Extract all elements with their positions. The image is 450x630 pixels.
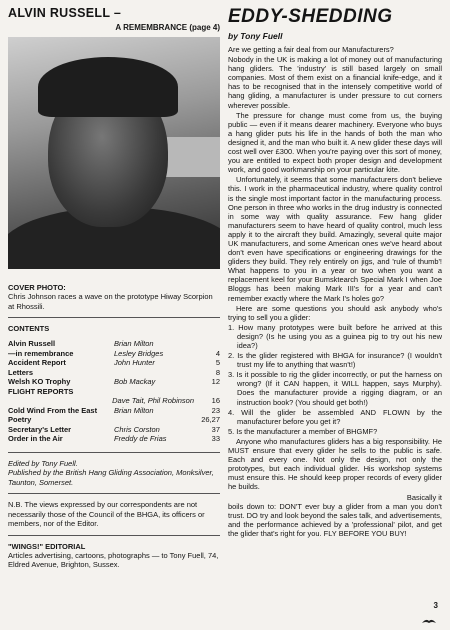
paragraph-lead: Basically it: [406, 492, 442, 502]
page-number: 3: [433, 601, 438, 610]
question-item: 4. Will the glider be assembled AND FLOWN by the manufacturer before you get it?: [228, 407, 442, 426]
contents-row[interactable]: [8, 349, 220, 359]
contents-row[interactable]: [8, 425, 220, 435]
paragraph: Are we getting a fair deal from our Manufacturers?: [228, 45, 394, 54]
contents-row[interactable]: [8, 368, 220, 378]
contents-page: 26,27: [201, 415, 220, 424]
contents-title: Secretary's Letter: [8, 424, 72, 434]
question-item: 5. Is the manufacturer a member of BHGMF?: [228, 426, 378, 436]
article-byline: by Tony Fuell: [228, 31, 283, 41]
contents-author: Chris Corston: [114, 424, 160, 434]
wings-heading: "WINGS!" EDITORIAL: [8, 541, 86, 551]
contents-row[interactable]: [8, 406, 220, 416]
contents-page: 37: [211, 424, 220, 434]
contents-author: Dave Tait, Phil Robinson: [112, 396, 194, 405]
wings-text: Articles advertising, cartoons, photographs — to Tony Fuell, 74, Eldred Avenue, Brighton, Sussex.: [8, 550, 219, 569]
question-item: 1. How many prototypes were built before he arrived at this design? (Is he using you as a guinea pig to try out his new idea?): [228, 322, 442, 350]
question-item: 2. Is the glider registered with BHGA for insurance? (I wouldn't trust my life to anything that wasn't!): [228, 351, 442, 370]
contents-title: Poetry: [8, 415, 32, 424]
contents-author: Bob Mackay: [114, 377, 156, 386]
nb-text: N.B. The views expressed by our correspondents are not necessarily those of the Council of the BHGA, its officers or members, nor of the Editor.: [8, 500, 205, 528]
divider: [8, 317, 220, 318]
contents-author: [114, 368, 198, 378]
edited-line: Edited by Tony Fuell.: [8, 458, 78, 468]
contents-row[interactable]: [8, 396, 220, 406]
contents-title: Accident Report: [8, 358, 66, 367]
contents-title: Letters: [8, 367, 34, 377]
header-subtitle: A REMEMBRANCE (page 4): [115, 23, 220, 32]
question-item: 3. Is it possible to rig the glider incorrectly, or put the harness on wrong? (If it CAN happen, it WILL happen, says Murphy). Does the manufacturer provide a rigging diagram, or an instruction book? (You should get both!): [228, 370, 442, 407]
cover-photo-heading: COVER PHOTO:: [8, 283, 66, 292]
contents-row[interactable]: [8, 377, 220, 387]
contents-title: Alvin Russell: [8, 339, 56, 348]
paragraph: Here are some questions you should ask anybody who's trying to sell you a glider:: [228, 303, 442, 322]
contents-page: 5: [215, 358, 220, 367]
contents-page: 23: [211, 405, 220, 415]
article-title: EDDY-SHEDDING: [228, 6, 393, 27]
contents-title: Order in the Air: [8, 434, 63, 443]
paragraph: Unfortunately, it seems that some manufacturers don't believe this. I work in the pharmaceutical industry, where quality control is the single most important factor in the manufacturing process. One person in three who works in the drug industry is connected in some way with quality assurance. Few hang glider manufacturers seem to have heard of quality control, much less apply it to the aircraft they build. Amazingly, several quite major UK manufacturers, and some American ones we've heard about don't even have specifications or engineering drawings for the gliders they build. They rely entirely on jigs, and 'rule of thumb'! What happens to you in a year or two when you want a replacement keel for your Bumsktearch Special Mark I when Joe Bloggs has been making Mark III's for a year and can't remember exactly where the Mark I's holes go?: [228, 175, 442, 303]
contents-page: 16: [211, 396, 220, 405]
contents-author: Freddy de Frias: [114, 434, 167, 443]
cover-photo-caption: Chris Johnson races a wave on the prototype Hiway Scorpion at Rhossili.: [8, 292, 213, 311]
contents-row[interactable]: [8, 415, 220, 425]
cover-photo: [8, 37, 220, 269]
contents-author: Lesley Bridges: [114, 348, 164, 358]
contents-author: Brian Milton: [114, 405, 154, 415]
flight-reports-heading: FLIGHT REPORTS: [8, 386, 74, 396]
header-title: ALVIN RUSSELL –: [8, 6, 122, 20]
contents-row[interactable]: [8, 339, 220, 349]
contents-title: Welsh KO Trophy: [8, 377, 71, 386]
contents-title: Cold Wind From the East: [8, 405, 98, 415]
left-column: [8, 6, 220, 570]
contents-page: 12: [211, 377, 220, 386]
contents-page: 33: [211, 434, 220, 443]
divider: [8, 535, 220, 536]
divider: [8, 493, 220, 494]
contents-row[interactable]: [8, 358, 220, 368]
contents-page: [198, 339, 220, 349]
photo-cap: [38, 57, 178, 117]
contents-author: Brian Milton: [114, 339, 154, 348]
contents-author: John Hunter: [114, 358, 155, 367]
paragraph: Anyone who manufactures gliders has a big responsibility. He MUST ensure that every glider he sells to the public is safe. Each and every one. Not only the design, not only the prototypes, but each individual glider. His workshop systems must ensure this. He should keep proper records of every glider he builds.: [228, 436, 442, 492]
published-line: Published by the British Hang Gliding Association, Monksilver, Taunton, Somerset.: [8, 468, 214, 487]
paragraph: The pressure for change must come from us, the buying public — even if it means dearer machinery. Everyone who buys a hang glider puts his life in the hands of both the man who designed it, and the man who built it. A new glider these days will cost well over £300. When you're paying over this sort of money, you are entitled to expect both proper design and development work, and good workmanship on your particular kite.: [228, 110, 442, 175]
divider: [8, 452, 220, 453]
paragraph: Nobody in the UK is making a lot of money out of manufacturing hang gliders. The 'industry' is still based largely on small companies. Most of them exist on a financial knife-edge, and it has to be recognised that in the intensely competitive world of hang gliding, a manufacturer is under pressure to cut corners wherever possible.: [228, 55, 442, 110]
contents-row[interactable]: [8, 434, 220, 444]
bird-glider-icon: [422, 617, 436, 625]
article-body: [228, 45, 442, 538]
contents-heading: CONTENTS: [8, 324, 50, 333]
paragraph: boils down to: DON'T ever buy a glider from a man you don't trust. DO try and look beyond the sales talk, and advertisements, and the performance achieved by a 'professional' pilot, and get the glider that's right for you. FLY BEFORE YOU BUY!: [228, 501, 442, 538]
contents-page: 8: [215, 367, 220, 377]
article-column: [228, 6, 442, 539]
contents-page: 4: [215, 348, 220, 358]
contents-author: [114, 415, 198, 425]
contents-title: —in remembrance: [8, 348, 74, 358]
contents-row[interactable]: [8, 387, 220, 397]
